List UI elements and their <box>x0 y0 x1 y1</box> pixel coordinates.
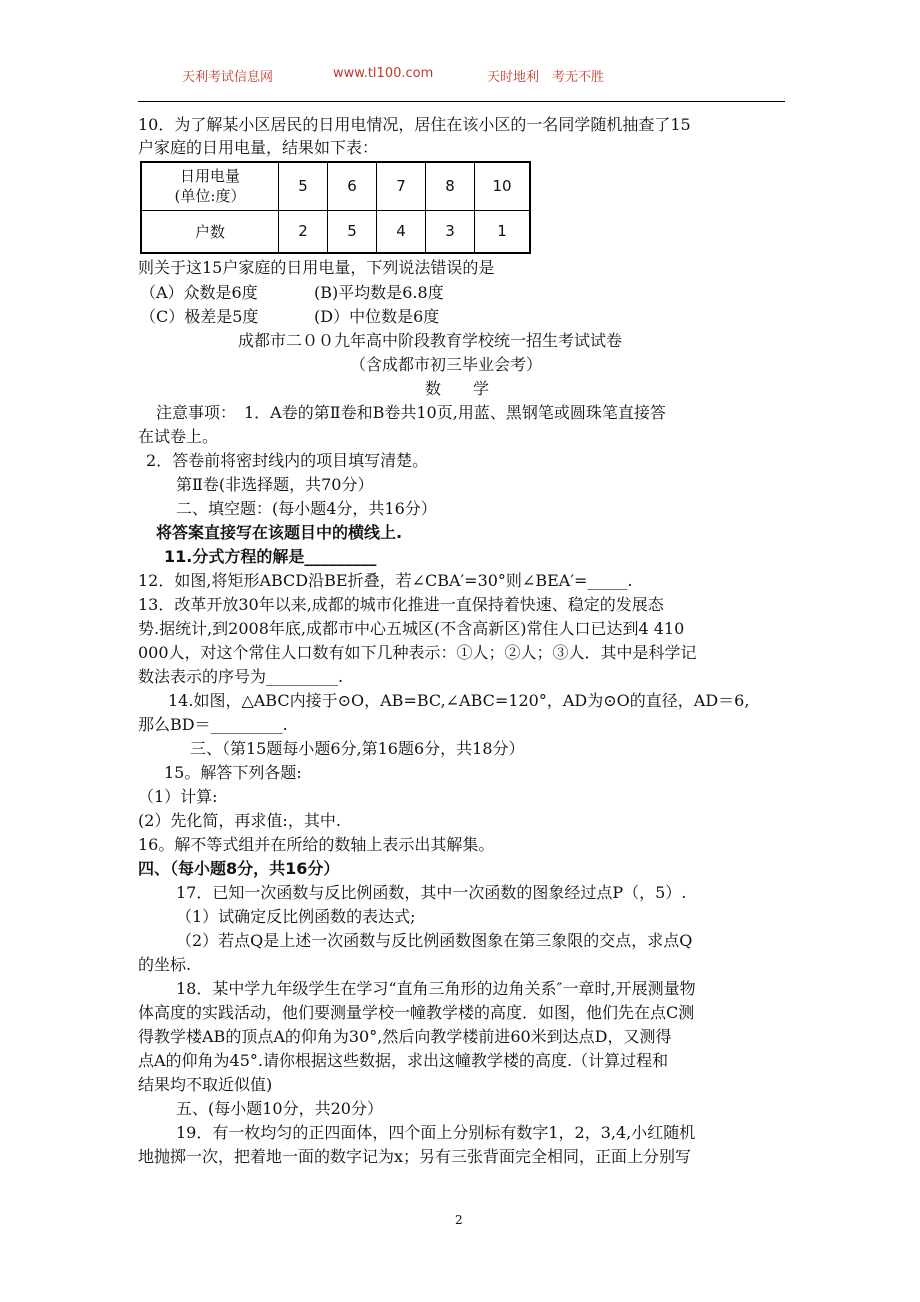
section5-heading: 五、(每小题10分，共20分） <box>176 1099 383 1118</box>
q16: 16。解不等式组并在所给的数轴上表示出其解集。 <box>138 835 495 854</box>
q17-part1: （1）试确定反比例函数的表达式; <box>176 907 416 926</box>
q10-option-d: (D）中位数是6度 <box>314 307 440 326</box>
table-head-usage-line1: 日用电量 <box>179 167 240 186</box>
q18-line5: 结果均不取近似值) <box>138 1075 273 1094</box>
q17-part2-line1: （2）若点Q是上述一次函数与反比例函数图象在第三象限的交点，求点Q <box>176 931 693 950</box>
q14-line2: 那么BD＝_________. <box>138 715 288 734</box>
table-value-cell: 7 <box>377 162 426 210</box>
page-number: 2 <box>455 1213 463 1227</box>
header-site-name: 天利考试信息网 <box>182 70 274 85</box>
q11: 11.分式方程的解是_________ <box>164 547 377 566</box>
q13-line1: 13．改革开放30年以来,成都的城市化推进一直保持着快速、稳定的发展态 <box>138 595 664 614</box>
q10-option-a: （A）众数是6度 <box>140 283 258 302</box>
header-slogan: 天时地利 考无不胜 <box>487 70 605 85</box>
table-value-cell: 6 <box>328 162 377 210</box>
q19-line2: 地抛掷一次，把着地一面的数字记为x；另有三张背面完全相同，正面上分别写 <box>138 1147 692 1166</box>
notes-line3: 2．答卷前将密封线内的项目填写清楚。 <box>146 451 429 470</box>
section3-heading: 三、（第15题每小题6分,第16题6分，共18分） <box>190 739 525 758</box>
exam-subject: 数 学 <box>425 379 490 398</box>
q15: 15。解答下列各题: <box>164 763 302 782</box>
table-count-cell: 1 <box>475 210 531 253</box>
q13-line4: 数法表示的序号为_________. <box>138 667 344 686</box>
q10-line2: 户家庭的日用电量，结果如下表： <box>138 138 379 157</box>
q13-line3: 000人，对这个常住人口数有如下几种表示：①人；②人；③人．其中是科学记 <box>138 643 697 662</box>
header-url: www.tl100.com <box>333 66 434 81</box>
table-count-cell: 5 <box>328 210 377 253</box>
volume-two-heading: 第Ⅱ卷(非选择题，共70分） <box>176 475 374 494</box>
table-value-cell: 8 <box>426 162 475 210</box>
notes-line2: 在试卷上。 <box>138 427 219 446</box>
q10-option-b: (B)平均数是6.8度 <box>314 283 444 302</box>
table-head-usage <box>141 162 279 210</box>
q15-part2: (2）先化简，再求值:，其中. <box>138 811 341 830</box>
q19-line1: 19．有一枚均匀的正四面体，四个面上分别标有数字1，2，3,4,小红随机 <box>176 1123 696 1142</box>
q10-question: 则关于这15户家庭的日用电量，下列说法错误的是 <box>138 258 495 277</box>
exam-subtitle: （含成都市初三毕业会考） <box>350 355 543 374</box>
q17-part2-line2: 的坐标. <box>138 955 192 974</box>
q12: 12．如图,将矩形ABCD沿BE折叠，若∠CBA′=30°则∠BEA′=_____. <box>138 571 633 590</box>
q18-line2: 体高度的实践活动，他们要测量学校一幢教学楼的高度．如图，他们先在点C测 <box>138 1003 695 1022</box>
header-divider <box>138 101 785 102</box>
table-count-cell: 4 <box>377 210 426 253</box>
q15-part1: （1）计算: <box>138 787 218 806</box>
notes-line1: 注意事项： 1．A卷的第Ⅱ卷和B卷共10页,用蓝、黑钢笔或圆珠笔直接答 <box>156 403 666 422</box>
q10-line1: 10．为了解某小区居民的日用电情况，居住在该小区的一名同学随机抽查了15 <box>138 115 691 134</box>
q18-line4: 点A的仰角为45°.请你根据这些数据，求出这幢教学楼的高度.（计算过程和 <box>138 1051 669 1070</box>
table-count-cell: 2 <box>279 210 328 253</box>
q13-line2: 势.据统计,到2008年底,成都市中心五城区(不含高新区)常住人口已达到4 410 <box>138 619 685 638</box>
q17: 17．已知一次函数与反比例函数，其中一次函数的图象经过点P（，5）. <box>176 883 687 902</box>
exam-title: 成都市二００九年高中阶段教育学校统一招生考试试卷 <box>238 331 623 350</box>
q10-option-c: （C）极差是5度 <box>140 307 259 326</box>
q18-line1: 18．某中学九年级学生在学习“直角三角形的边角关系″一章时,开展测量物 <box>176 979 696 998</box>
q14-line1: 14.如图，△ABC内接于⊙O，AB=BC,∠ABC=120°，AD为⊙O的直径，AD＝6, <box>168 691 750 710</box>
table-head-households: 户数 <box>141 210 279 253</box>
table-head-usage-line2: (单位:度） <box>174 187 246 206</box>
table-count-cell: 3 <box>426 210 475 253</box>
table-value-cell: 10 <box>475 162 531 210</box>
section2-heading: 二、填空题：(每小题4分，共16分） <box>176 499 437 518</box>
section4-heading: 四、（每小题8分，共16分） <box>138 859 340 878</box>
electricity-table <box>140 161 531 254</box>
q18-line3: 得教学楼AB的顶点A的仰角为30°,然后向教学楼前进60米到达点D，又测得 <box>138 1027 672 1046</box>
section2-instruction: 将答案直接写在该题目中的横线上. <box>156 523 403 542</box>
table-value-cell: 5 <box>279 162 328 210</box>
